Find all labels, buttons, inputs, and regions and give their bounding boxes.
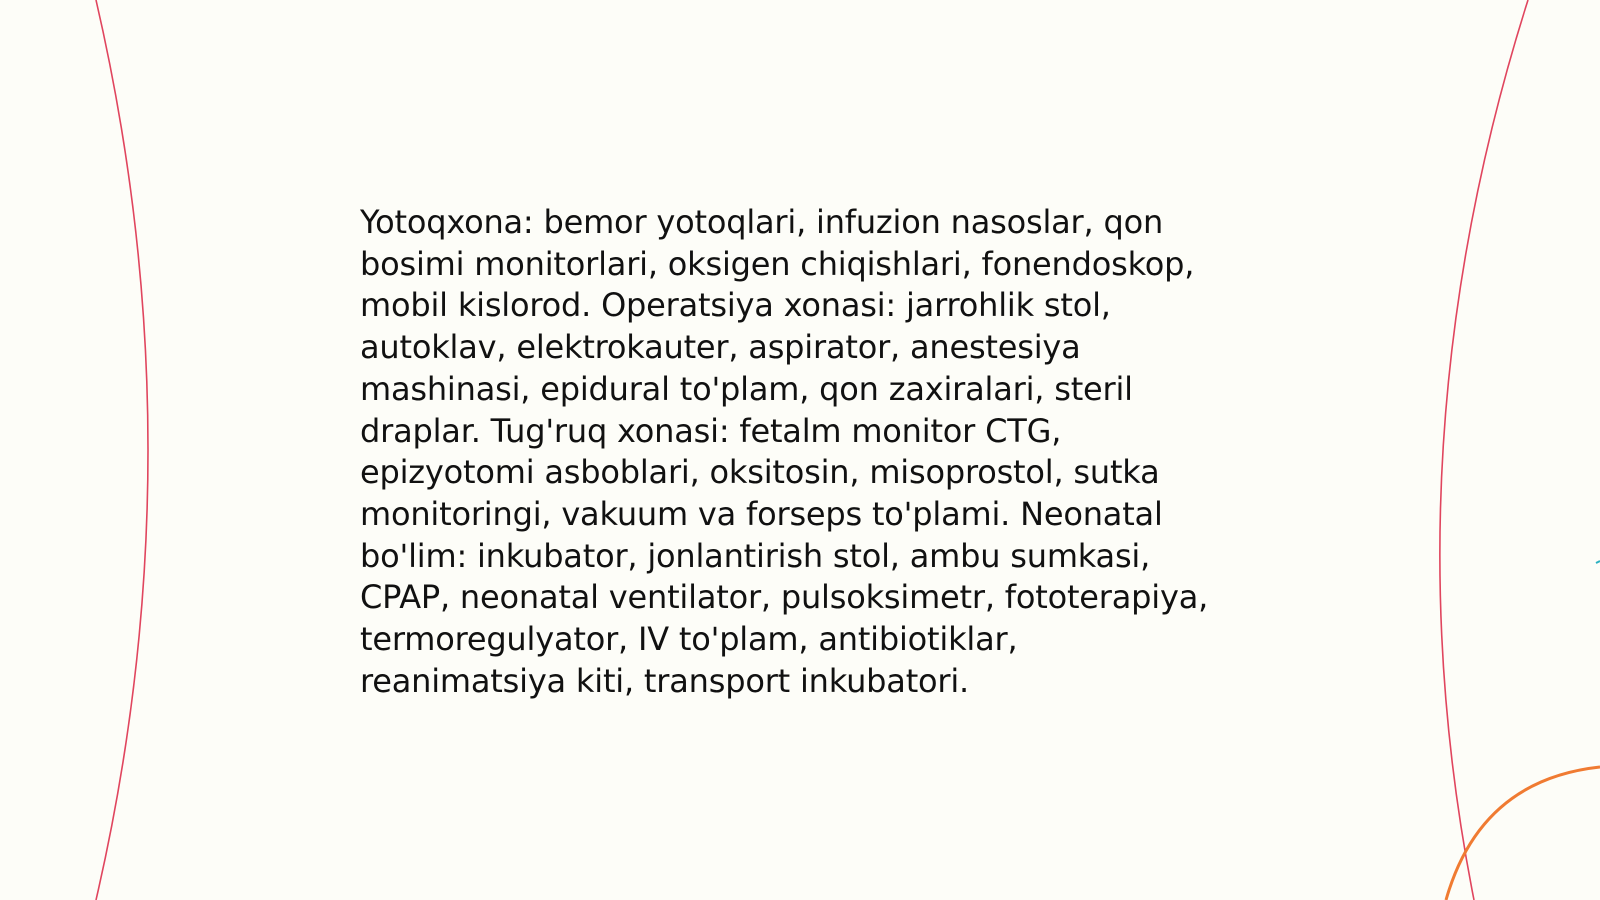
teal-accent-mark	[1596, 561, 1600, 563]
left-curve-line	[96, 0, 148, 900]
right-curve-line	[1440, 0, 1528, 900]
orange-arc-decoration	[1446, 767, 1600, 900]
slide-body-text: Yotoqxona: bemor yotoqlari, infuzion nasoslar, qon bosimi monitorlari, oksigen chiqishlari, fonendoskop, mobil kislorod. Operatsiya xonasi: jarrohlik stol, autoklav, elektrokauter, aspirator, anestesiya mashinasi, epidural to'plam, qon zaxiralari, steril draplar. Tug'ruq xonasi: fetalm monitor CTG, epizyotomi asboblari, oksitosin, misoprostol, sutka monitoringi, vakuum va forseps to'plami. Neonatal bo'lim: inkubator, jonlantirish stol, ambu sumkasi, CPAP, neonatal ventilator, pulsoksimetr, fototerapiya, termoregulyator, IV to'plam, antibiotiklar, reanimatsiya kiti, transport inkubatori.	[360, 203, 1209, 700]
